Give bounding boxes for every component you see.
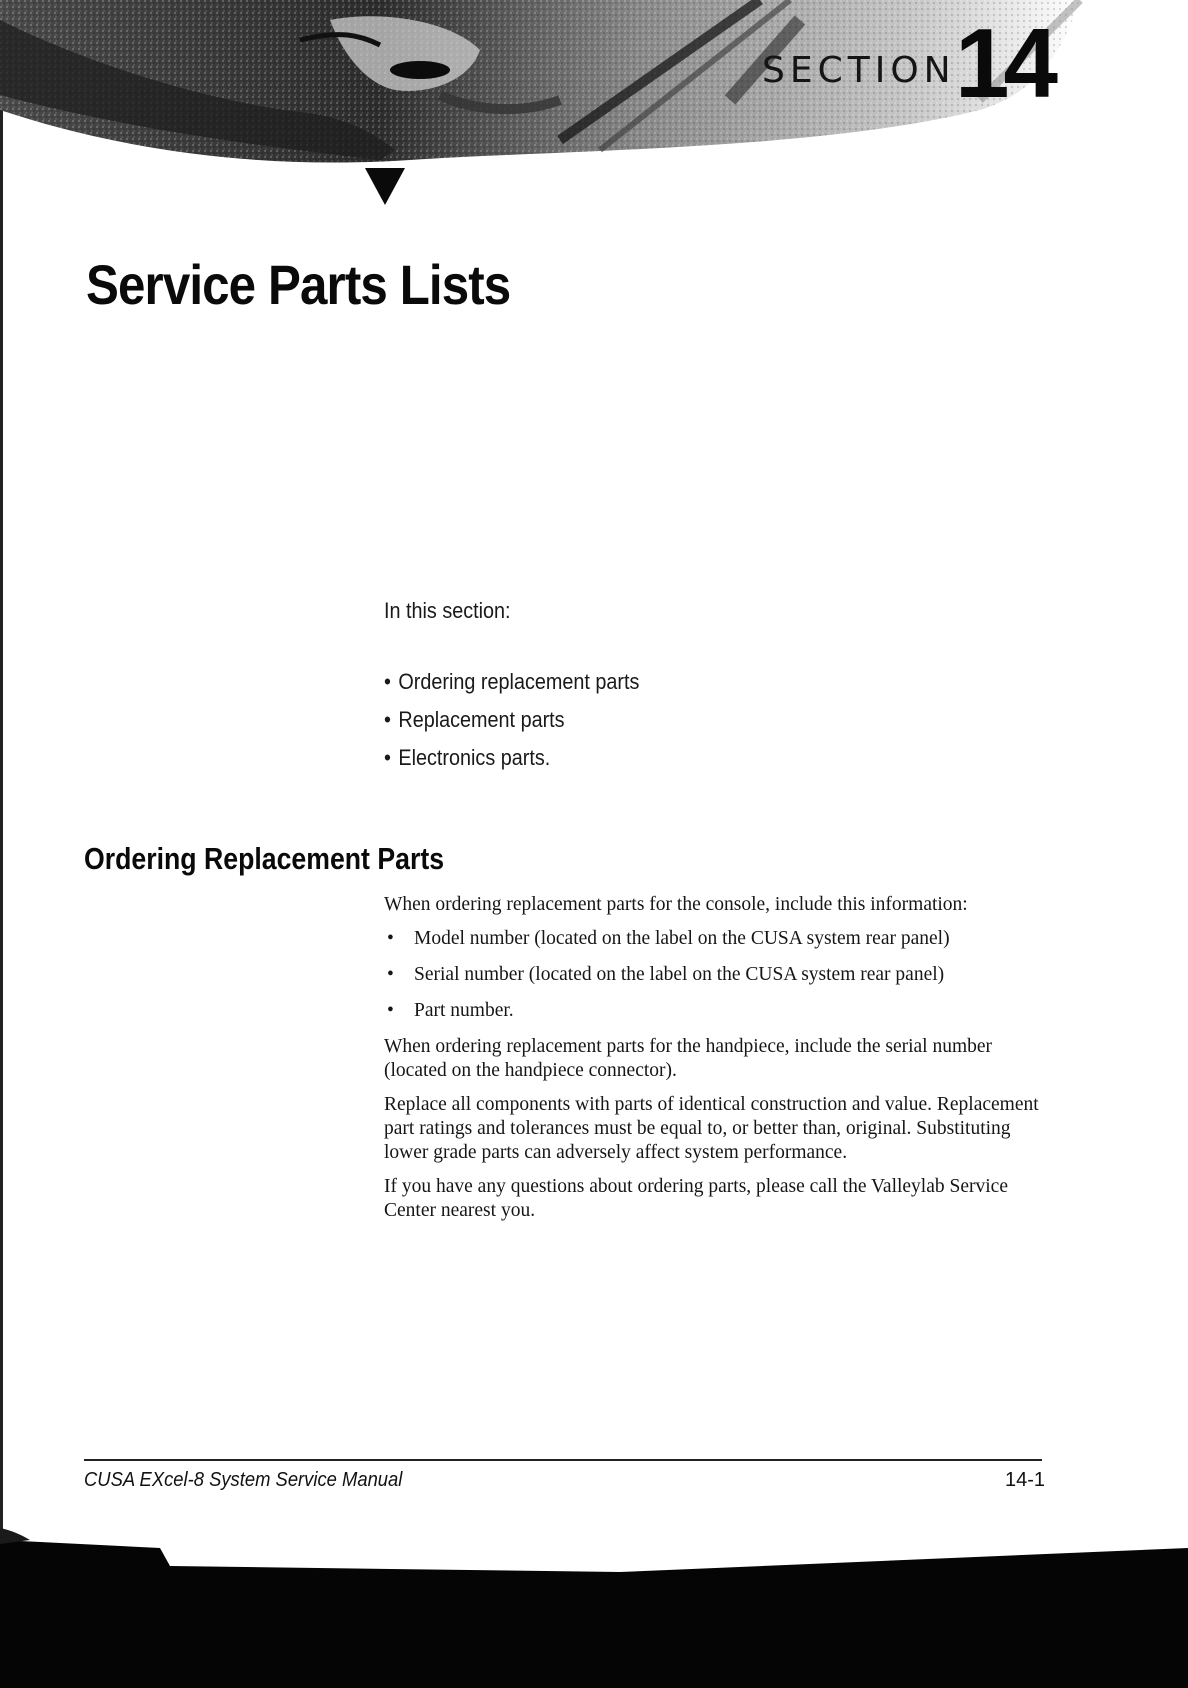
ordering-heading: Ordering Replacement Parts xyxy=(84,841,445,876)
section-number: 14 xyxy=(955,8,1053,118)
ordering-info-item: • Model number (located on the label on the CUSA system rear panel) xyxy=(384,927,1044,951)
scan-left-edge xyxy=(0,0,3,1560)
ordering-paragraph: When ordering replacement parts for the handpiece, include the serial number (located on the handpiece connector). xyxy=(384,1036,993,1081)
topic-item: • Replacement parts xyxy=(384,706,639,744)
footer-manual-title: CUSA EXcel-8 System Service Manual xyxy=(84,1469,403,1491)
intro-lead: In this section: xyxy=(384,598,511,623)
ordering-body xyxy=(384,893,1044,1233)
ordering-info-item: • Part number. xyxy=(384,999,1044,1023)
section-banner xyxy=(0,0,1188,215)
section-label: SECTION xyxy=(762,50,956,91)
footer-rule xyxy=(84,1459,1042,1461)
scan-bottom-margin xyxy=(0,1518,1188,1688)
ordering-info-list xyxy=(384,927,1044,1023)
footer-page-number: 14-1 xyxy=(1005,1469,1046,1491)
section-topics-list xyxy=(384,668,668,782)
ordering-paragraph: When ordering replacement parts for the console, include this information: xyxy=(384,894,968,915)
page-title: Service Parts Lists xyxy=(86,253,511,316)
ordering-paragraph: If you have any questions about ordering parts, please call the Valleylab Service Center nearest you. xyxy=(384,1176,1008,1221)
topic-item: • Electronics parts. xyxy=(384,744,639,782)
ordering-paragraph: Replace all components with parts of identical construction and value. Replacement part ratings and tolerances must be equal to, or better than, original. Substituting lower grade parts can adversely affect system performance. xyxy=(384,1094,1039,1163)
ordering-info-item: • Serial number (located on the label on the CUSA system rear panel) xyxy=(384,963,1044,987)
topic-item: • Ordering replacement parts xyxy=(384,668,639,706)
